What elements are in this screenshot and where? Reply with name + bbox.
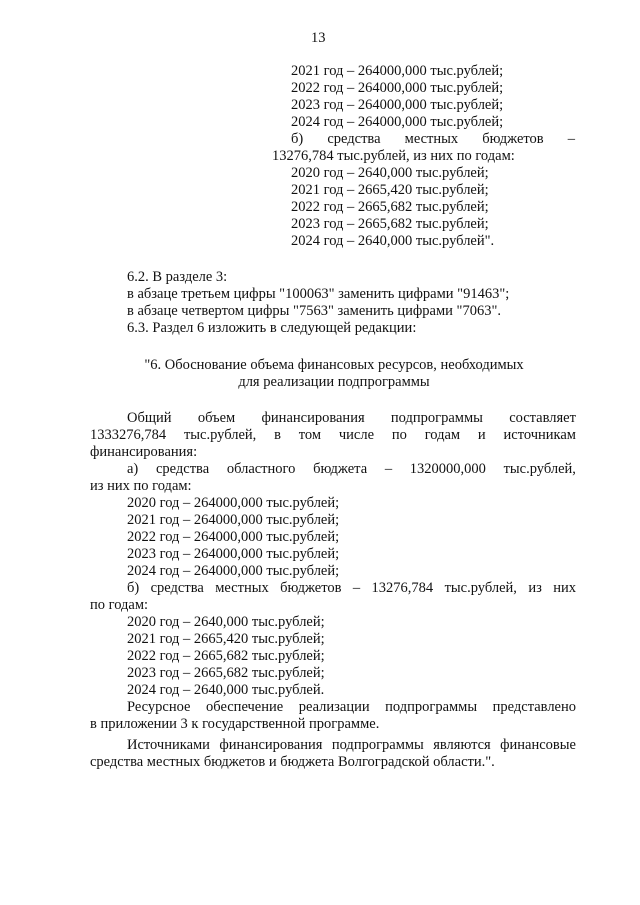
word: том <box>298 427 322 443</box>
word: из <box>528 580 542 596</box>
word: годам <box>424 427 461 443</box>
year-line: 2020 год – 2640,000 тыс.рублей; <box>291 165 489 181</box>
year-line: 2022 год – 264000,000 тыс.рублей; <box>127 529 340 545</box>
year-line: 2020 год – 264000,000 тыс.рублей; <box>127 495 340 511</box>
section-title-line: для реализации подпрограммы <box>238 374 430 390</box>
word: обеспечение <box>206 699 284 715</box>
word: областного <box>226 461 296 477</box>
word: них <box>553 580 576 596</box>
local-budget-line-cont: 13276,784 тыс.рублей, из них по годам: <box>272 148 515 164</box>
section-6-2-line: в абзаце третьем цифры "100063" заменить цифрами "91463"; <box>127 286 510 302</box>
word: Общий <box>127 410 172 426</box>
word: объем <box>197 410 236 426</box>
word: – <box>567 131 575 147</box>
word: а) <box>127 461 139 477</box>
year-line: 2022 год – 2665,682 тыс.рублей; <box>127 648 325 664</box>
paragraph-line <box>127 699 576 716</box>
year-line: 2023 год – 2665,682 тыс.рублей; <box>127 665 325 681</box>
paragraph-line <box>90 427 576 444</box>
year-line: 2021 год – 2665,420 тыс.рублей; <box>291 182 489 198</box>
year-line: 2020 год – 2640,000 тыс.рублей; <box>127 614 325 630</box>
year-line: 2021 год – 264000,000 тыс.рублей; <box>291 63 504 79</box>
year-line: 2023 год – 264000,000 тыс.рублей; <box>127 546 340 562</box>
word: 1320000,000 <box>409 461 486 477</box>
word: местных <box>215 580 269 596</box>
word: по <box>391 427 407 443</box>
word: в <box>274 427 281 443</box>
year-line: 2022 год – 264000,000 тыс.рублей; <box>291 80 504 96</box>
year-line: 2022 год – 2665,682 тыс.рублей; <box>291 199 489 215</box>
word: подпрограммы <box>390 410 483 426</box>
word: – <box>384 461 393 477</box>
word: средства <box>150 580 204 596</box>
word: Ресурсное <box>127 699 191 715</box>
word: финансирования <box>219 737 323 753</box>
paragraph-line: средства местных бюджетов и бюджета Волгоградской области.". <box>90 754 495 770</box>
word: местных <box>404 131 459 147</box>
year-line: 2021 год – 2665,420 тыс.рублей; <box>127 631 325 647</box>
local-budget-line <box>127 580 576 597</box>
word: являются <box>433 737 491 753</box>
section-6-2-line: в абзаце четвертом цифры "7563" заменить цифрами "7063". <box>127 303 501 319</box>
word: бюджетов <box>280 580 342 596</box>
word: тыс.рублей, <box>183 427 257 443</box>
word: и <box>477 427 486 443</box>
word: составляет <box>509 410 576 426</box>
word: 13276,784 <box>371 580 434 596</box>
word: подпрограммы <box>331 737 424 753</box>
paragraph-line: по годам: <box>90 597 149 613</box>
paragraph-line: в приложении 3 к государственной программе. <box>90 716 380 732</box>
word: средства <box>327 131 381 147</box>
year-line: 2024 год – 2640,000 тыс.рублей". <box>291 233 495 249</box>
word: 1333276,784 <box>90 427 167 443</box>
local-budget-line <box>291 131 575 148</box>
word: тыс.рублей, <box>503 461 576 477</box>
regional-budget-line <box>127 461 576 478</box>
word: финансирования <box>261 410 365 426</box>
year-line: 2024 год – 264000,000 тыс.рублей; <box>127 563 340 579</box>
word: средства <box>155 461 210 477</box>
year-line: 2021 год – 264000,000 тыс.рублей; <box>127 512 340 528</box>
year-line: 2023 год – 264000,000 тыс.рублей; <box>291 97 504 113</box>
paragraph-line: финансирования: <box>90 444 198 460</box>
section-title-line: "6. Обоснование объема финансовых ресурсов, необходимых <box>144 357 524 373</box>
word: б) <box>291 131 304 147</box>
year-line: 2024 год – 2640,000 тыс.рублей. <box>127 682 325 698</box>
section-6-2-heading: 6.2. В разделе 3: <box>127 269 228 285</box>
word: бюджетов <box>482 131 544 147</box>
year-line: 2023 год – 2665,682 тыс.рублей; <box>291 216 489 232</box>
word: реализации <box>298 699 370 715</box>
word: числе <box>338 427 375 443</box>
word: представлено <box>492 699 576 715</box>
word: источникам <box>503 427 576 443</box>
word: бюджета <box>313 461 368 477</box>
word: – <box>352 580 361 596</box>
word: Источниками <box>127 737 210 753</box>
paragraph-line <box>127 410 576 427</box>
page-number: 13 <box>311 30 326 46</box>
word: б) <box>127 580 140 596</box>
word: финансовые <box>500 737 576 753</box>
year-line: 2024 год – 264000,000 тыс.рублей; <box>291 114 504 130</box>
section-6-3-heading: 6.3. Раздел 6 изложить в следующей редакции: <box>127 320 417 336</box>
paragraph-line: из них по годам: <box>90 478 192 494</box>
word: подпрограммы <box>385 699 478 715</box>
paragraph-line <box>127 737 576 754</box>
word: тыс.рублей, <box>444 580 517 596</box>
